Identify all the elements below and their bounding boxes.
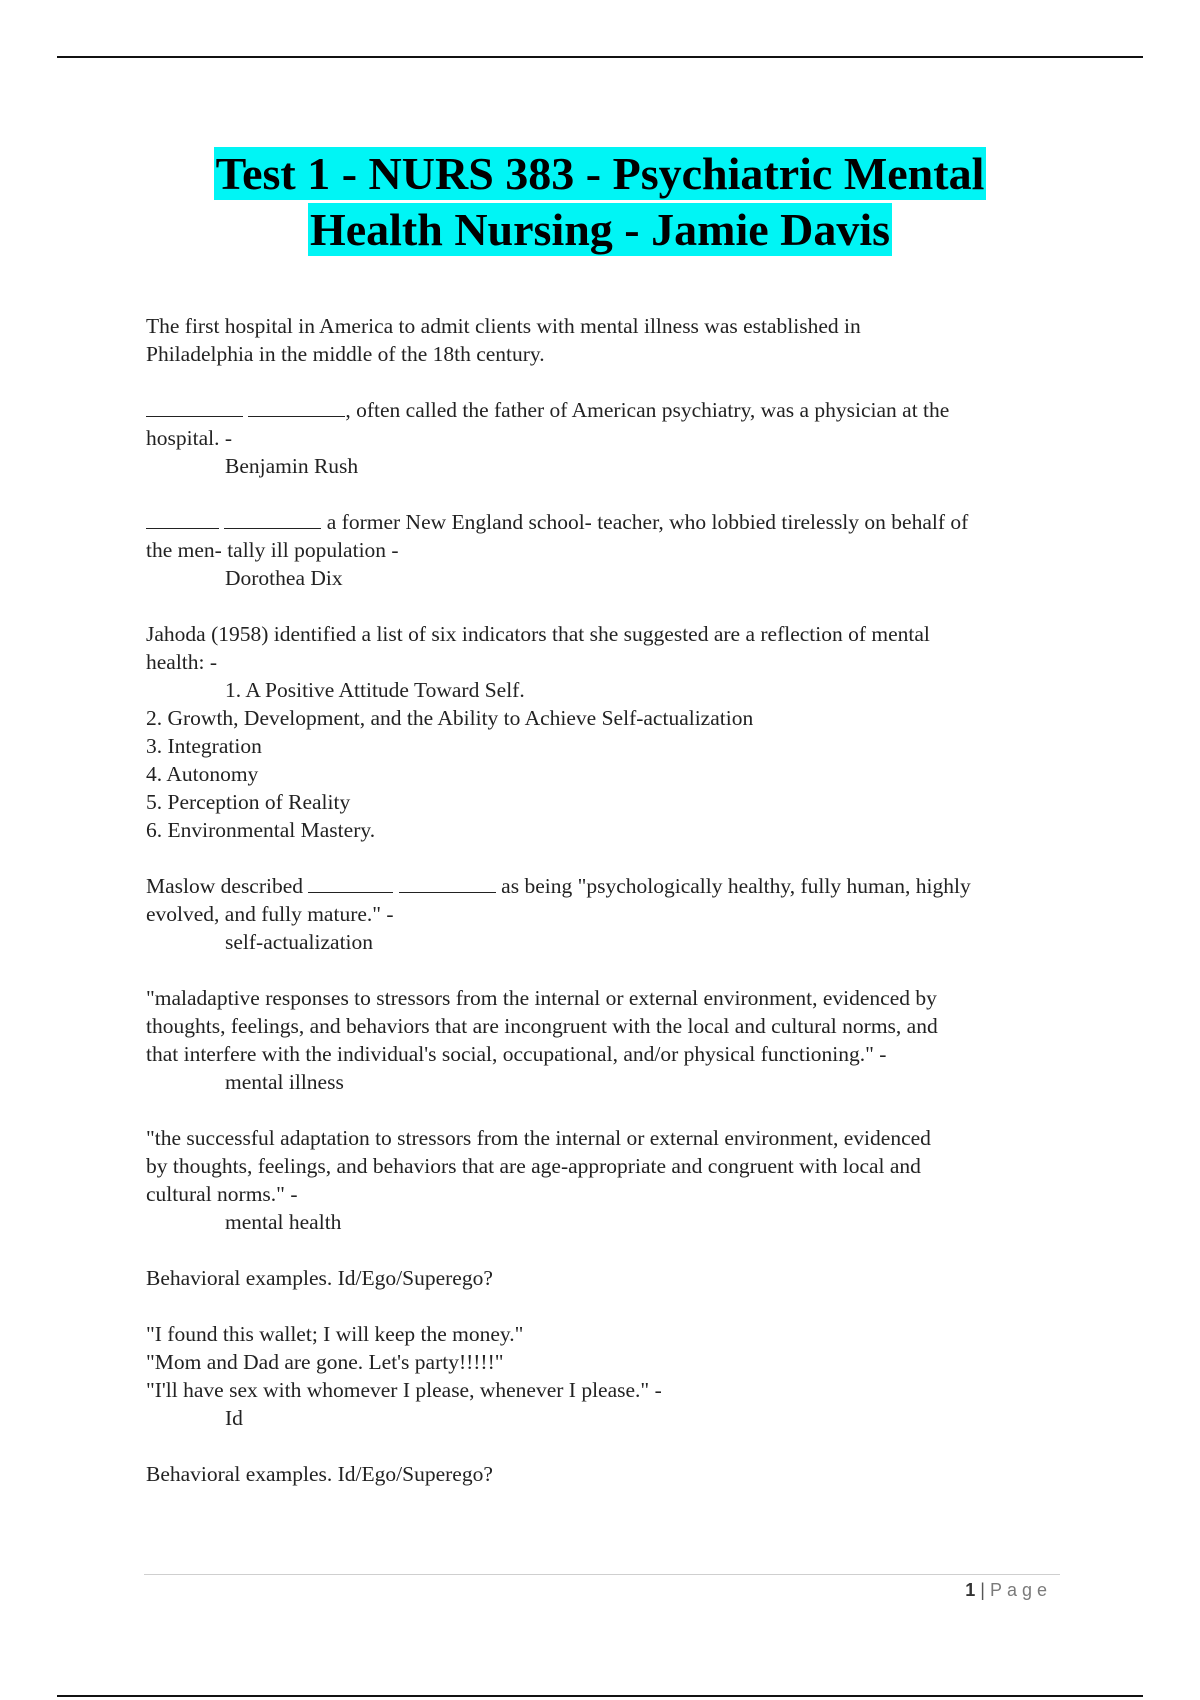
answer-blank	[224, 508, 321, 529]
intro-line-1: The first hospital in America to admit clients with mental illness was established in	[146, 314, 861, 338]
question-8-text: Behavioral examples. Id/Ego/Superego?	[146, 1462, 493, 1486]
question-5-line: that interfere with the individual's social, occupational, and/or physical functioning." -	[146, 1042, 887, 1066]
question-1-answer: Benjamin Rush	[225, 454, 359, 478]
question-6-line: "the successful adaptation to stressors from the internal or external environment, evidenced	[146, 1126, 931, 1150]
question-8	[146, 1460, 1066, 1488]
question-7-examples	[146, 1320, 1066, 1432]
question-5-answer: mental illness	[225, 1070, 344, 1094]
list-item: 3. Integration	[146, 734, 262, 758]
question-6-answer: mental health	[225, 1210, 342, 1234]
list-item: 5. Perception of Reality	[146, 790, 351, 814]
footer-rule	[144, 1574, 1060, 1575]
answer-blank	[146, 396, 243, 417]
intro-paragraph	[146, 312, 1066, 368]
page-label: Page	[989, 1580, 1052, 1600]
question-3	[146, 620, 1066, 844]
question-7-text: Behavioral examples. Id/Ego/Superego?	[146, 1266, 493, 1290]
question-4	[146, 872, 1066, 956]
list-item: 2. Growth, Development, and the Ability to Achieve Self-actualization	[146, 706, 754, 730]
answer-blank	[399, 872, 496, 893]
question-4-text-after: as being "psychologically healthy, fully human, highly	[495, 874, 971, 898]
list-item: 4. Autonomy	[146, 762, 259, 786]
question-2-answer: Dorothea Dix	[225, 566, 343, 590]
question-7-heading	[146, 1264, 1066, 1292]
question-2	[146, 508, 1066, 592]
title-line-2: Health Nursing - Jamie Davis	[309, 204, 891, 255]
question-4-text-before: Maslow described	[146, 874, 309, 898]
question-3-text-line-2: health: -	[146, 650, 218, 674]
footer-separator: |	[980, 1580, 985, 1600]
list-item: 1. A Positive Attitude Toward Self.	[225, 678, 525, 702]
title-line-1: Test 1 - NURS 383 - Psychiatric Mental	[215, 148, 985, 199]
intro-line-2: Philadelphia in the middle of the 18th century.	[146, 342, 545, 366]
question-2-text: a former New England school- teacher, who lobbied tirelessly on behalf of	[321, 510, 969, 534]
answer-blank	[248, 396, 345, 417]
answer-blank	[146, 508, 219, 529]
question-3-text-line-1: Jahoda (1958) identified a list of six indicators that she suggested are a reflection of mental	[146, 622, 930, 646]
question-1-text-line-2: hospital. -	[146, 426, 232, 450]
document-title	[0, 146, 1200, 258]
question-6-line: cultural norms." -	[146, 1182, 298, 1206]
example-line: "Mom and Dad are gone. Let's party!!!!!"	[146, 1350, 504, 1374]
question-1-text: , often called the father of American psychiatry, was a physician at the	[345, 398, 950, 422]
example-line: "I found this wallet; I will keep the money."	[146, 1322, 524, 1346]
bottom-rule	[57, 1695, 1143, 1697]
question-4-answer: self-actualization	[225, 930, 374, 954]
page-footer	[965, 1580, 1052, 1601]
question-2-text-line-2: the men- tally ill population -	[146, 538, 399, 562]
question-4-text-line-2: evolved, and fully mature." -	[146, 902, 394, 926]
example-line: "I'll have sex with whomever I please, whenever I please." -	[146, 1378, 662, 1402]
top-rule	[57, 56, 1143, 58]
question-5	[146, 984, 1066, 1096]
question-6	[146, 1124, 1066, 1236]
question-1	[146, 396, 1066, 480]
list-item: 6. Environmental Mastery.	[146, 818, 376, 842]
document-body	[146, 312, 1066, 1516]
question-6-line: by thoughts, feelings, and behaviors that are age-appropriate and congruent with local and	[146, 1154, 921, 1178]
question-5-line: thoughts, feelings, and behaviors that are incongruent with the local and cultural norms, and	[146, 1014, 938, 1038]
question-5-line: "maladaptive responses to stressors from the internal or external environment, evidenced by	[146, 986, 937, 1010]
question-7-answer: Id	[225, 1406, 243, 1430]
answer-blank	[308, 872, 393, 893]
page-number: 1	[965, 1580, 976, 1600]
